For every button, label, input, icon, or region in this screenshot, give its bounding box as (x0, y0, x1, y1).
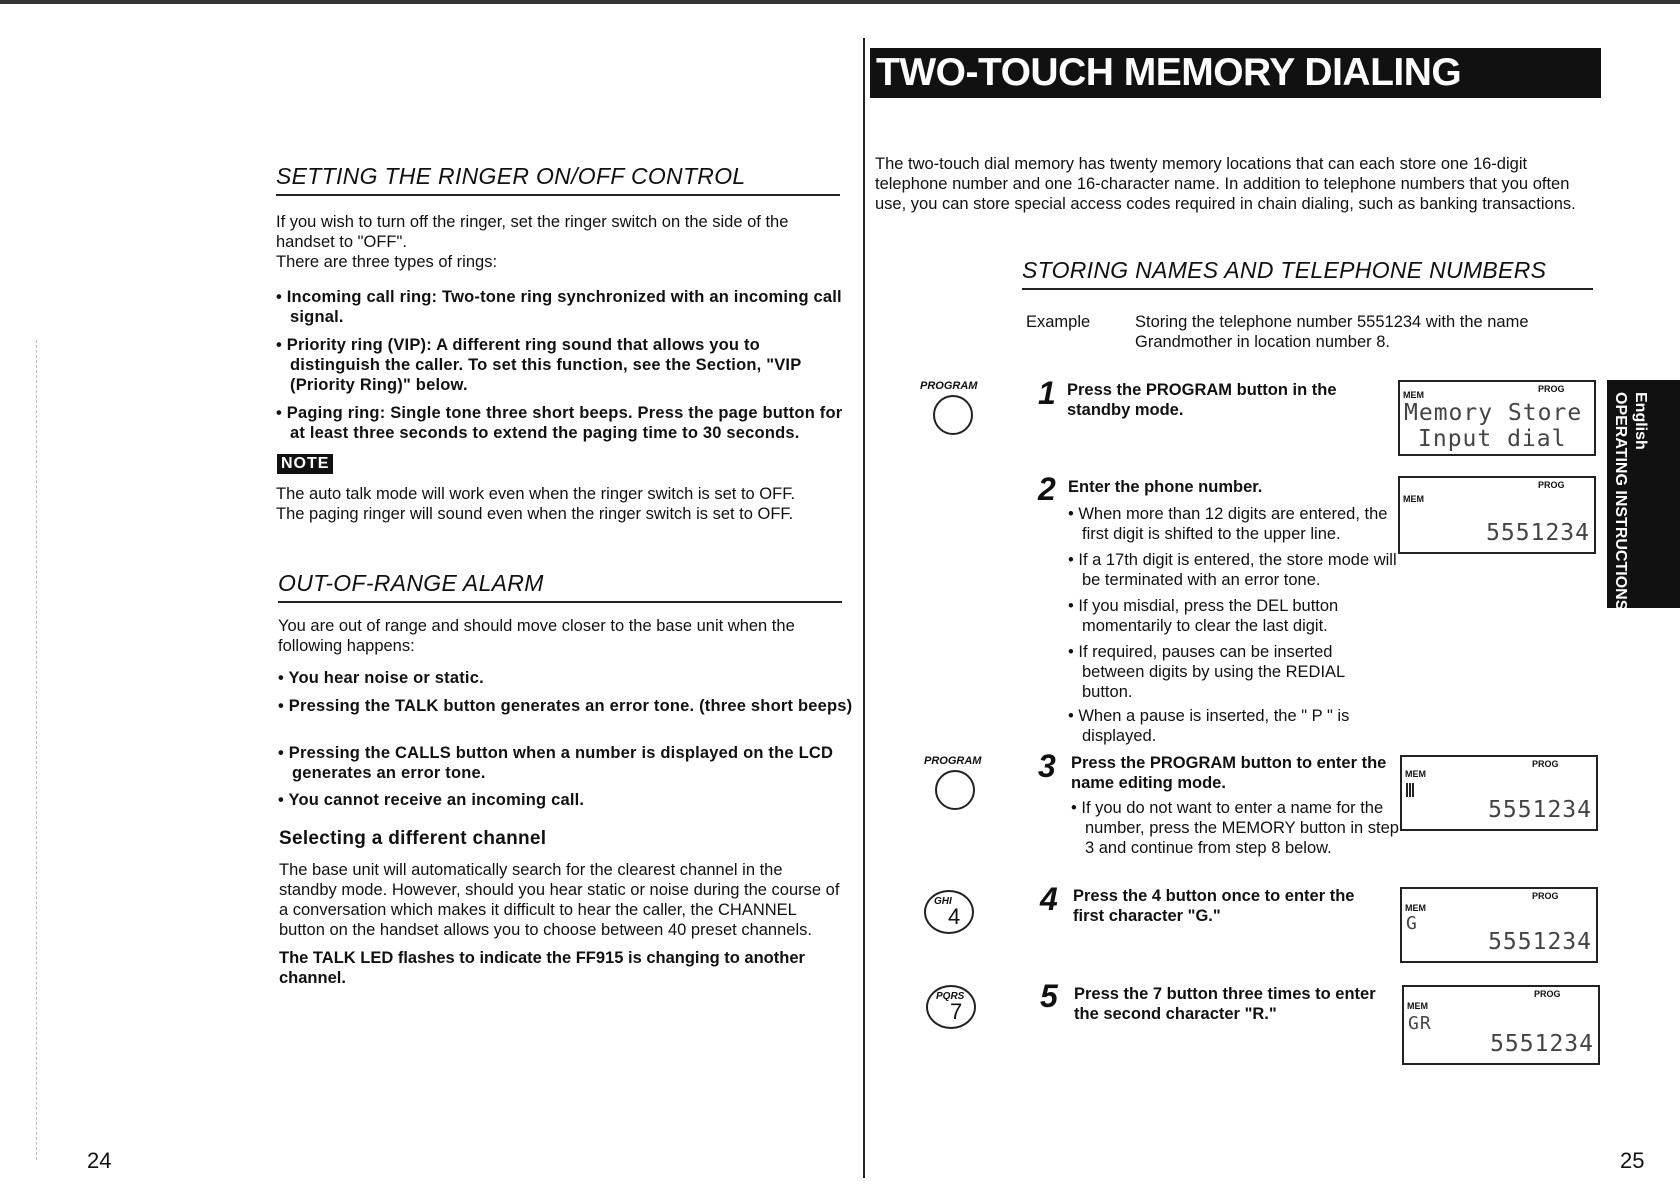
alarm-heading: OUT-OF-RANGE ALARM (278, 570, 842, 603)
note-line-2: The paging ringer will sound even when the ringer switch is set to OFF. (276, 505, 794, 523)
lcd-mem-label: MEM (1403, 390, 1424, 400)
lcd-mem-label: MEM (1405, 903, 1426, 913)
lcd-display-step-1 (1398, 380, 1596, 456)
lcd-number: 5551234 (1486, 520, 1590, 546)
step-2-bullet-1: • When more than 12 digits are entered, the first digit is shifted to the upper line. (1068, 505, 1388, 543)
step-5-text: Press the 7 button three times to enter the second character "R." (1074, 985, 1376, 1023)
alarm-intro: You are out of range and should move closer to the base unit when the following happens: (278, 617, 795, 655)
step-3-bullet-1: • If you do not want to enter a name for the number, press the MEMORY button in step 3 and continue from step 8 below. (1071, 799, 1399, 857)
step-3-number: 3 (1038, 748, 1056, 784)
key-4-digit: 4 (948, 904, 961, 929)
step-2-text: Enter the phone number. (1068, 478, 1263, 496)
lcd-number: 5551234 (1490, 1031, 1594, 1057)
cursor-block-icon (1406, 783, 1414, 797)
talk-led-text: The TALK LED flashes to indicate the FF915 is changing to another channel. (279, 949, 805, 987)
key-7-icon (926, 985, 976, 1029)
lcd-prog-label: PROG (1534, 989, 1561, 999)
key-4-icon (924, 890, 974, 934)
storing-heading: STORING NAMES AND TELEPHONE NUMBERS (1022, 257, 1593, 290)
step-1-number: 1 (1038, 375, 1056, 411)
page-divider (863, 38, 865, 1178)
note-badge: NOTE (277, 454, 333, 474)
example-label: Example (1026, 313, 1091, 331)
program-button-label-2: PROGRAM (924, 755, 982, 767)
lcd-prog-label: PROG (1532, 759, 1559, 769)
step-2-number: 2 (1038, 471, 1056, 507)
memory-intro: The two-touch dial memory has twenty memory locations that can each store one 16-digit telephone number and one 16-character name. In addition to telephone numbers that you often use, you can store special access codes required in chain dialing, such as banking transactions. (875, 155, 1576, 213)
lcd-mem-label: MEM (1405, 769, 1426, 779)
alarm-bullet-calls: • Pressing the CALLS button when a number is displayed on the LCD generates an error tone. (278, 744, 834, 782)
step-4-number: 4 (1040, 881, 1058, 917)
program-button-icon-2 (935, 770, 975, 810)
lcd-name-chars: GR (1408, 1013, 1432, 1034)
lcd-display-step-2 (1398, 476, 1596, 554)
lcd-prog-label: PROG (1538, 480, 1565, 490)
lcd-display-step-3 (1400, 755, 1598, 831)
left-margin-marks (36, 340, 38, 1160)
language-side-tab (1607, 380, 1680, 611)
key-4-letters: GHI (934, 896, 952, 907)
channel-text: The base unit will automatically search for the clearest channel in the standby mode. However, should you hear static or noise during the course of a conversation which makes it difficult to hear the caller, the CHANNEL button on the handset allows you to choose between 40 preset channels. (279, 861, 840, 939)
lcd-prog-label: PROG (1538, 384, 1565, 394)
lcd-line-2: Input dial (1418, 426, 1567, 452)
lcd-mem-label: MEM (1403, 494, 1424, 504)
program-button-icon (933, 395, 973, 435)
alarm-bullet-incoming: • You cannot receive an incoming call. (278, 791, 585, 809)
alarm-bullet-noise: • You hear noise or static. (278, 669, 484, 687)
lcd-prog-label: PROG (1532, 891, 1559, 901)
ringer-intro: If you wish to turn off the ringer, set the ringer switch on the side of the handset to "OFF". (276, 213, 789, 251)
lcd-number: 5551234 (1488, 929, 1592, 955)
lcd-name-chars: G (1406, 913, 1418, 934)
step-2-bullet-5: • When a pause is inserted, the " P " is displayed. (1068, 707, 1350, 745)
step-2-bullet-4: • If required, pauses can be inserted between digits by using the REDIAL button. (1068, 643, 1345, 701)
lcd-display-step-4 (1400, 887, 1598, 963)
ringer-heading: SETTING THE RINGER ON/OFF CONTROL (276, 163, 840, 196)
step-1-text: Press the PROGRAM button in the standby mode. (1067, 381, 1337, 419)
page-number-right: 25 (1620, 1148, 1645, 1173)
step-5-number: 5 (1040, 978, 1058, 1014)
section-banner: TWO-TOUCH MEMORY DIALING (870, 48, 1601, 98)
ringer-types-intro: There are three types of rings: (276, 253, 498, 271)
ring-bullet-priority: • Priority ring (VIP): A different ring sound that allows you to distinguish the caller. To set this function, see the Section, "VIP (Priority Ring)" below. (276, 336, 802, 394)
channel-subheading: Selecting a different channel (279, 828, 547, 849)
step-2-bullet-3: • If you misdial, press the DEL button momentarily to clear the last digit. (1068, 597, 1339, 635)
side-tab-language: English (1632, 392, 1649, 450)
step-4-text: Press the 4 button once to enter the first character "G." (1073, 887, 1355, 925)
side-tab-section: OPERATING INSTRUCTIONS (1612, 392, 1629, 611)
ring-bullet-paging: • Paging ring: Single tone three short beeps. Press the page button for at least three seconds to extend the paging time to 30 seconds. (276, 404, 843, 442)
alarm-bullet-talk: • Pressing the TALK button generates an error tone. (three short beeps) (278, 697, 853, 715)
step-3-text: Press the PROGRAM button to enter the name editing mode. (1071, 754, 1387, 792)
top-edge-line (0, 0, 1680, 4)
lcd-line-1: Memory Store (1404, 400, 1583, 426)
program-button-label-1: PROGRAM (920, 380, 978, 392)
key-7-letters: PQRS (936, 991, 965, 1002)
lcd-display-step-5 (1402, 985, 1600, 1065)
example-text: Storing the telephone number 5551234 with the name Grandmother in location number 8. (1135, 313, 1529, 351)
ring-bullet-incoming: • Incoming call ring: Two-tone ring synchronized with an incoming call signal. (276, 288, 842, 326)
note-line-1: The auto talk mode will work even when the ringer switch is set to OFF. (276, 485, 796, 503)
lcd-mem-label: MEM (1407, 1001, 1428, 1011)
key-7-digit: 7 (950, 999, 963, 1024)
lcd-number: 5551234 (1488, 797, 1592, 823)
step-2-bullet-2: • If a 17th digit is entered, the store mode will be terminated with an error tone. (1068, 551, 1397, 589)
page-number-left: 24 (87, 1148, 112, 1173)
